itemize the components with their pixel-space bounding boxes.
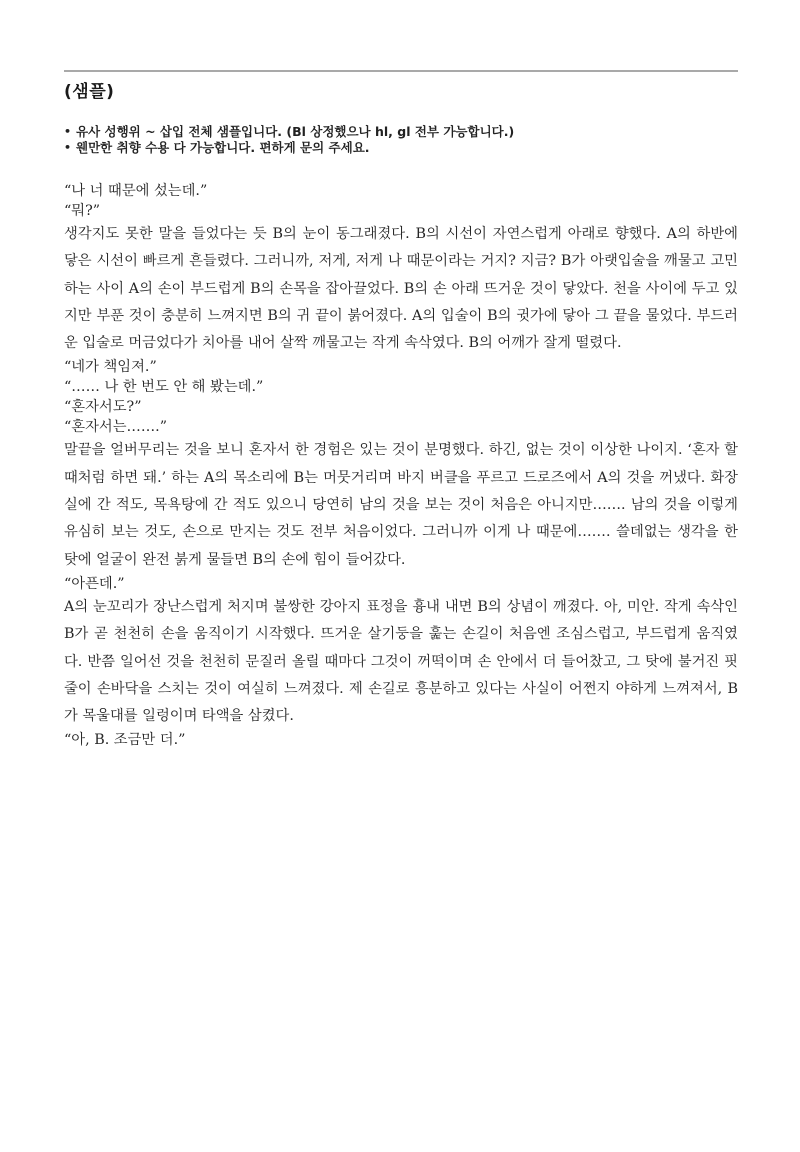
- notes-list: [64, 124, 738, 156]
- narrative-paragraph: 생각지도 못한 말을 들었다는 듯 B의 눈이 동그래졌다. B의 시선이 자연스럽게 아래로 향했다. A의 하반에 닿은 시선이 빠르게 흔들렸다. 그러니까, 저게, 저게 나 때문이라는 거지? 지금? B가 아랫입술을 깨물고 고민하는 사이 A의 손이 부드럽게 B의 손목을 잡아끌었다. B의 손 아래 뜨거운 것이 닿았다. 천을 사이에 두고 있지만 부푼 것이 충분히 느껴지면 B의 귀 끝이 붉어졌다. A의 입술이 B의 귓가에 닿아 그 끝을 물었다. 부드러운 입술로 머금었다가 치아를 내어 살짝 깨물고는 작게 속삭였다. B의 어깨가 잘게 떨렸다.: [64, 226, 738, 352]
- narrative-paragraph: A의 눈꼬리가 장난스럽게 처지며 불쌍한 강아지 표정을 흉내 내면 B의 상념이 깨졌다. 아, 미안. 작게 속삭인 B가 곧 천천히 손을 움직이기 시작했다. 뜨거운 살기둥을 훑는 손길이 처음엔 조심스럽고, 부드럽게 움직였다. 반쯤 일어선 것을 천천히 문질러 올릴 때마다 그것이 꺼떡이며 손 안에서 더 들어찼고, 그 탓에 불거진 핏줄이 손바닥을 스치는 것이 여실히 느껴졌다. 제 손길로 흥분하고 있다는 사실이 어쩐지 야하게 느껴져서, B가 목울대를 일렁이며 타액을 삼켰다.: [64, 598, 738, 725]
- bullet-icon: •: [64, 125, 72, 138]
- page-title: (샘플): [64, 82, 115, 102]
- dialogue-line: “나 너 때문에 섰는데.”: [64, 183, 208, 199]
- dialogue-line: “뭐?”: [64, 203, 101, 219]
- story-body: [64, 181, 738, 750]
- dialogue-line: “혼자서는…….”: [64, 419, 167, 436]
- note-text: 유사 성행위 ~ 삽입 전체 샘플입니다. (Bl 상정했으나 hl, gl 전부 가능합니다.): [76, 124, 515, 139]
- bullet-icon: •: [64, 141, 72, 154]
- dialogue-line: “아, B. 조금만 더.”: [64, 732, 186, 749]
- note-text: 웬만한 취향 수용 다 가능합니다. 편하게 문의 주세요.: [76, 140, 370, 155]
- narrative-paragraph: 말끝을 얼버무리는 것을 보니 혼자서 한 경험은 있는 것이 분명했다. 하긴, 없는 것이 이상한 나이지. ‘혼자 할 때처럼 하면 돼.’ 하는 A의 목소리에 B는 머뭇거리며 바지 버클을 푸르고 드로즈에서 A의 것을 꺼냈다. 화장실에 간 적도, 목욕탕에 간 적도 있으니 당연히 남의 것을 보는 것이 처음은 아니지만……. 남의 것을 이렇게 유심히 보는 것도, 손으로 만지는 것도 전부 처음이었다. 그러니까 이게 나 때문에……. 쓸데없는 생각을 한 탓에 얼굴이 완전 붉게 물들면 B의 손에 힘이 들어갔다.: [64, 442, 738, 568]
- dialogue-line: “아픈데.”: [64, 575, 125, 592]
- note-item: [64, 140, 738, 156]
- dialogue-line: “네가 책임져.”: [64, 359, 157, 376]
- dialogue-line: “혼자서도?”: [64, 399, 142, 416]
- dialogue-line: “…… 나 한 번도 안 해 봤는데.”: [64, 379, 264, 396]
- document-page: [64, 70, 738, 750]
- top-divider: [64, 70, 738, 72]
- note-item: [64, 124, 738, 140]
